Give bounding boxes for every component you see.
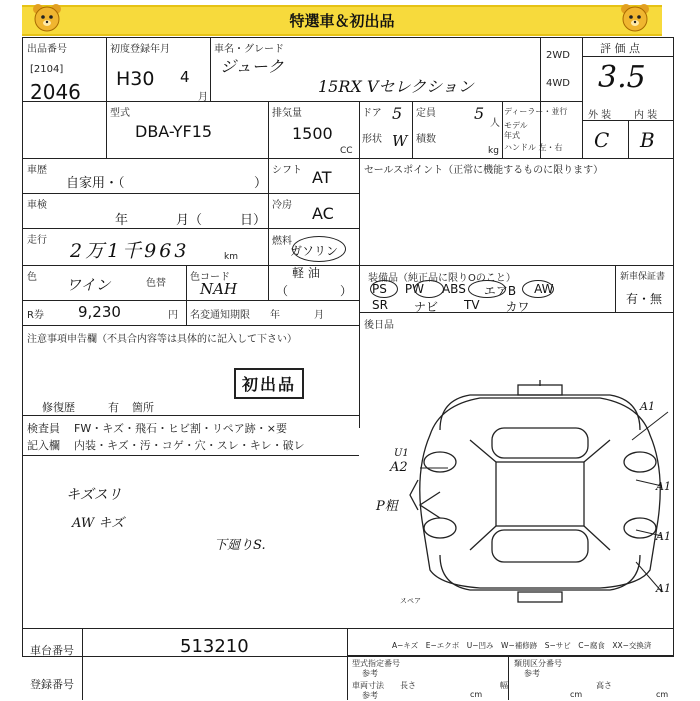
inspector-label-2: 記入欄	[27, 439, 60, 452]
lot-number: 2046	[30, 80, 81, 104]
equipment-item: エアB	[483, 284, 517, 298]
header-title: 特選車＆初出品	[289, 12, 395, 30]
exterior-grade: C	[594, 128, 610, 152]
capacity: 5	[474, 104, 485, 123]
exterior-label: 外 装	[588, 110, 612, 121]
load-label: 積数	[416, 134, 436, 145]
ac-label: 冷房	[272, 200, 292, 211]
recycle-label: R券	[27, 310, 44, 321]
height-unit: cm	[656, 690, 669, 699]
doors-label: ドア	[362, 108, 382, 119]
registration-month: 4	[180, 68, 190, 86]
notice-year: 年	[270, 310, 280, 321]
diagram-note-a1: A1	[656, 530, 671, 543]
type-label: 型式指定番号	[352, 659, 400, 668]
color-label: 色	[27, 272, 37, 283]
equipment-item: AW	[534, 282, 554, 296]
capacity-label: 定員	[416, 108, 436, 119]
history-label: 車歴	[27, 165, 47, 176]
plate-label: 登録番号	[30, 678, 74, 691]
repair-label: 修復歴	[42, 401, 75, 414]
bear-mascot-icon	[620, 3, 650, 33]
car-name: ジューク	[220, 57, 284, 76]
class-ref: 参考	[524, 669, 540, 678]
shape: W	[392, 132, 408, 150]
diagram-note-u1: U1	[394, 448, 409, 459]
recycle-yen: 円	[168, 310, 178, 321]
handwritten-note-2: AW キズ	[72, 516, 125, 531]
type-ref: 参考	[362, 669, 378, 678]
lot-sub: [2104]	[30, 64, 64, 75]
abs-circle-mark	[468, 280, 506, 298]
color-tone-label: 色替	[146, 278, 166, 289]
equipment-item: カワ	[505, 300, 530, 314]
size-ref: 参考	[362, 691, 378, 700]
header-banner	[22, 5, 662, 36]
car-damage-diagram	[400, 380, 680, 605]
diagram-note-a1: A1	[656, 480, 671, 493]
year-label: 年式	[504, 131, 520, 140]
height-label: 高さ	[596, 681, 612, 690]
handle-label: ハンドル 左・右	[504, 143, 563, 152]
first-listing-stamp: 初出品	[234, 368, 304, 399]
model: DBA-YF15	[135, 122, 213, 141]
repair-value: 有	[108, 401, 119, 414]
length-label: 長さ	[400, 681, 416, 690]
color-code-label: 色コード	[190, 272, 230, 283]
warranty-value: 有・無	[626, 292, 663, 306]
chassis-number: 513210	[180, 636, 249, 657]
fuel-label: 燃料	[272, 236, 292, 247]
lot-label: 出品番号	[27, 44, 67, 55]
equipment-item: ナビ	[413, 300, 438, 314]
kg-unit: kg	[488, 146, 499, 156]
bear-mascot-icon	[32, 3, 62, 33]
sales-point-label: セールスポイント（正常に機能するものに限ります）	[364, 165, 604, 176]
size-label: 車両寸法	[352, 681, 384, 690]
month-unit: 月	[198, 92, 208, 103]
first-registration-label: 初度登録年月	[110, 44, 170, 55]
equipment-item: PS	[372, 282, 387, 296]
chassis-label: 車台番号	[30, 644, 74, 657]
history-value: 自家用・（	[66, 176, 125, 191]
class-label: 類別区分番号	[514, 659, 562, 668]
fuel-paren-open: （	[276, 284, 289, 298]
drive-4wd: 4WD	[546, 78, 570, 89]
history-close: ）	[254, 176, 268, 191]
doors: 5	[392, 104, 403, 123]
capacity-unit: 人	[490, 118, 500, 129]
grade: 15RX Vセレクション	[318, 77, 474, 96]
diagram-note-a1: A1	[656, 582, 671, 595]
cc-unit: CC	[340, 146, 353, 156]
length-unit: cm	[470, 690, 483, 699]
shift-label: シフト	[272, 165, 302, 176]
displacement-label: 排気量	[272, 108, 302, 119]
shift: AT	[312, 168, 332, 187]
fuel-paren-close: ）	[340, 284, 353, 298]
fuel-diesel: 軽 油	[292, 266, 320, 280]
diagram-note-a2: A2	[390, 460, 408, 475]
mileage-value: 2万1千963	[70, 240, 190, 262]
equipment-item: PW	[404, 282, 424, 296]
recycle-value: 9,230	[78, 303, 121, 321]
after-label: 後日品	[364, 320, 394, 331]
shape-label: 形状	[362, 134, 382, 145]
repair-place: 箇所	[132, 401, 154, 414]
mileage-label: 走行	[27, 235, 47, 246]
diagram-note-p: P粗	[376, 499, 398, 514]
inspector-label: 検査員	[27, 422, 60, 435]
handwritten-note-1: キズスリ	[66, 487, 122, 503]
pw-circle-mark	[414, 280, 444, 298]
shaken-year: 年	[115, 213, 129, 228]
airbag-circle-mark	[522, 280, 554, 298]
fuel-circle-mark	[292, 236, 346, 262]
score: 3.5	[598, 60, 646, 95]
shaken-label: 車検	[27, 200, 47, 211]
shaken-month: 月（	[176, 213, 203, 228]
drive-2wd: 2WD	[546, 50, 570, 61]
notice-month: 月	[314, 310, 324, 321]
notice-label: 名変通知期限	[190, 310, 250, 321]
mileage-unit: km	[224, 252, 238, 262]
registration-era-year: H30	[116, 68, 155, 90]
color-code: NAH	[200, 280, 238, 298]
score-label: 評 価 点	[600, 42, 640, 55]
ac: AC	[312, 204, 334, 223]
spare-label: スペア	[400, 597, 421, 605]
car-name-label: 車名・グレード	[214, 44, 284, 55]
handwritten-note-3: 下廻りS.	[214, 538, 266, 553]
equipment-item: ABS	[441, 282, 466, 296]
interior-grade: B	[640, 128, 655, 152]
equipment-item: TV	[463, 298, 480, 312]
equipment-item: SR	[372, 298, 388, 312]
shaken-day: 日）	[240, 213, 267, 228]
equipment-row-2	[372, 298, 612, 315]
diagram-note-a1: A1	[640, 400, 655, 413]
interior-label: 内 装	[634, 110, 658, 121]
dealer-label: ディーラー・並行	[504, 107, 568, 116]
model-year-label: モデル	[504, 121, 528, 130]
damage-legend: A−キズ E−エクボ U−凹み W−補修跡 S−サビ C−腐食 XX−交換済	[392, 641, 652, 650]
model-label: 型式	[110, 108, 130, 119]
displacement: 1500	[292, 124, 333, 143]
inspection-row-1: FW・キズ・飛石・ヒビ割・リペア跡・×要	[74, 422, 287, 435]
warranty-label: 新車保証書	[620, 272, 666, 282]
width-unit: cm	[570, 690, 583, 699]
inspection-row-2: 内装・キズ・汚・コゲ・穴・スレ・キレ・破レ	[74, 439, 305, 452]
ps-circle-mark	[370, 280, 398, 298]
equipment-label: 装備品（純正品に限りOのこと）	[368, 273, 516, 284]
width-label: 幅	[500, 681, 508, 690]
color-value: ワイン	[66, 276, 111, 294]
fuel-gasoline: ガソリン	[290, 244, 339, 258]
notes-label: 注意事項申告欄（不具合内容等は具体的に記入して下さい）	[27, 334, 297, 345]
